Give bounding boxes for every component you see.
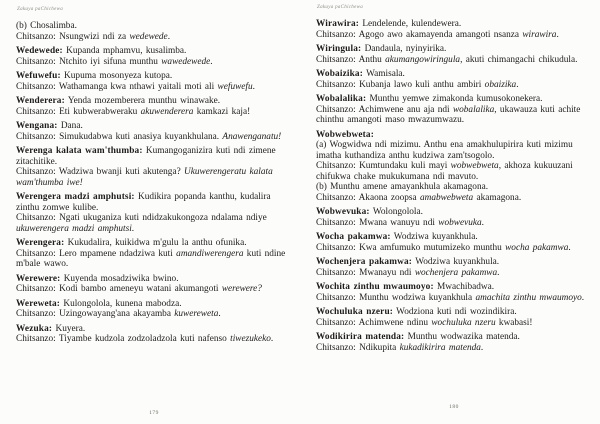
entry-text: , akhoza kukuuzani chifukwa chake mukukumana ndi mavuto. [316,161,573,182]
example-italic: akuwenderera [140,106,194,117]
entry-line [16,324,292,335]
dictionary-entry [316,69,592,90]
entry-line [16,121,292,132]
entry-text: akamagona. [473,192,522,203]
dictionary-entry [316,44,592,65]
entry-text: Chitsanzo: Uzingowayang'ana akayamba [16,309,175,319]
entry-line [316,105,592,126]
entry-text: . [481,217,484,228]
headword: Wobalalika: [316,94,367,104]
entry-line [16,82,292,93]
entry-text: . [167,31,171,42]
entry-text: Chitsanzo: Akaona zoopsa [316,192,420,203]
example-italic: wochuluka nzeru [431,317,496,328]
example-italic: werewere? [221,284,262,294]
entry-line [16,71,292,82]
entry-text: Kukudalira, kuikidwa m'gulu la anthu ofunika. [64,238,247,248]
entry-text: (b) Munthu amene amayankhula akamagona. [316,182,489,192]
entry-line [316,80,592,91]
entry-text: Dana. [57,121,83,131]
entry-text: . [568,242,571,253]
entry-text: Wodziona kuti ndi wozindikira. [393,307,517,317]
entry-line [16,167,292,188]
entry-text: Chitsanzo: Agogo awo akamayenda amangoti nsanza [316,29,523,40]
entry-line [316,55,592,66]
dictionary-entry [16,192,292,234]
entry-line [316,69,592,80]
entry-text: . [516,79,519,90]
entry-line [16,334,292,345]
entry-line [316,30,592,41]
dictionary-entry [16,299,292,320]
entry-line [316,140,592,161]
entry-line [16,238,292,249]
example-italic: obaizika [484,79,517,90]
entry-text: Chitsanzo: Nsungwizi ndi za [16,31,130,42]
dictionary-entry [16,324,292,345]
headword: Wengana: [16,121,58,131]
example-italic: kuwereweta [174,309,219,319]
entry-text: Dandaula, nyinyirika. [361,44,447,54]
entry-line [16,309,292,320]
dictionary-entry [316,332,592,353]
entry-line [16,132,292,143]
entry-text: Kupanda mphamvu, kusalimba. [62,46,187,56]
example-italic: Anawenganatu! [222,131,282,142]
example-italic: wirawira [522,29,557,40]
example-italic: amachita zinthu mwaumoyo [475,292,582,303]
entry-text: Chitsanzo: Lero mpamene ndadziwa kuti [16,248,177,259]
entry-text: Chitsanzo: Ngati ukuganiza kuti ndidzakukongoza ndalama ndiye [16,213,267,223]
entry-text: Chitsanzo: Mwanayu ndi [316,267,415,278]
entry-text: Munthu yemwe zimakonda kumusokonekera. [366,94,543,104]
entry-text: Chitsanzo: Mwana wanuyu ndi [316,217,439,228]
headword: Wocha pakamwa: [316,232,391,242]
entry-line [316,161,592,182]
entry-line [16,249,292,270]
dictionary-entry [316,307,592,328]
dictionary-entry [316,94,592,126]
headword: Wereweta: [16,298,61,309]
entries-right [316,19,592,357]
entry-text: Munthu wodwazika matenda. [404,332,520,342]
dictionary-entry [16,121,292,142]
headword: Wobwevuka: [316,207,370,217]
entry-text: Chitsanzo: Ndikupita [316,342,400,353]
entry-text: Chitsanzo: Achimwene ndinu [316,317,432,328]
entry-text: Lendelende, kulendewera. [359,19,462,29]
example-italic: wobwevuka [438,217,482,228]
entry-line [316,307,592,318]
page-number-left: 179 [149,410,159,416]
entry-line [16,46,292,57]
entry-line [316,94,592,105]
dictionary-entry [16,96,292,117]
entry-line [316,343,592,354]
entry-line [316,282,592,293]
entry-line [16,299,292,310]
page-left [16,0,292,424]
entry-text: Kumangoganizira kuti ndi zimene zitachitike. [16,146,276,167]
headword: Werenga kalata wam'thumba: [16,146,143,156]
entry-line [316,293,592,304]
example-italic: wobwebweta [450,161,499,171]
entry-text: Yenda mozemberera munthu winawake. [64,96,221,106]
entry-text: . [270,334,274,344]
entry-text: Mwachibadwa. [433,282,495,292]
headword: Wiringula: [316,44,362,54]
entry-text: Chitsanzo: Wadziwa bwanji kuti akutenga? [16,167,185,177]
headword: Wedewede: [16,46,63,56]
entry-line [16,192,292,213]
headword: Wochuluka nzeru: [316,307,394,317]
entry-text: Kudikira popanda kanthu, kudalira zinthu zomwe kulibe. [16,192,271,213]
headword: Werewere: [16,273,61,284]
entry-text: Chitsanzo: Tiyambe kudzola zodzoladzola kuti nafenso [16,334,231,344]
dictionary-entry [16,46,292,67]
entry-line [316,19,592,30]
dictionary-entry [16,71,292,92]
entries-left [16,21,292,349]
headword: Wobaizika: [316,69,363,79]
entry-line [16,107,292,118]
entry-line [316,218,592,229]
entry-text: Chitsanzo: Ntchito iyi sifuna munthu [16,56,162,67]
dictionary-entry [316,282,592,303]
entry-line [16,32,292,43]
entry-line [316,257,592,268]
entry-text: . [218,309,221,319]
dictionary-entry [316,232,592,253]
entry-line [316,44,592,55]
entry-text: Chitsanzo: Kodi bambo ameneyu watani akumangoti [16,284,222,294]
entry-text: Chitsanzo: Kwa amfumuko mutumizeko munthu [316,242,506,253]
entry-text: Chitsanzo: Eti kubwerabweraku [16,106,141,117]
entry-text: Kuyera. [52,323,86,334]
entry-text: (a) Wogwidwa ndi mizimu. Anthu ena amakhulupirira kuti mizimu imatha kuthandiza anthu kudziwa zam'tsogolo. [316,140,573,161]
entry-text: Chitsanzo: Wathamanga kwa nthawi yaitali moti ali [16,81,218,92]
entry-text: Wodziwa kuyankhula. [390,232,478,242]
example-italic: tiwezukeko [230,334,271,344]
dictionary-entry [316,257,592,278]
entry-line [316,207,592,218]
example-italic: amabwebweta [419,192,474,203]
entry-text: . [556,29,559,40]
example-italic: wobalalika [452,104,495,115]
example-italic: kukadikirira matenda [399,342,481,353]
example-italic: amandiwerengera [176,248,244,259]
entry-line [16,213,292,234]
example-italic: Ukuwerengeratu kalata wam'thumba iwe! [16,167,273,188]
entry-text: Kuyenda mosadziwika bwino. [60,273,179,284]
entry-text: , ukawauza kuti achite chinthu amangoti maso mwazumwazu. [316,104,581,125]
headword: Wenderera: [16,96,65,106]
entry-text: . [581,292,585,303]
entry-text: Kulongolola, kunena mabodza. [60,298,182,309]
headword: Wochenjera pakamwa: [316,257,413,267]
dictionary-entry [316,130,592,204]
headword: Wefuwefu: [16,71,61,81]
example-italic: wochenjera pakamwa [414,267,498,278]
running-head-left: Zakuya paChichewa [17,7,64,12]
entry-text: Kupuma mosonyeza kutopa. [60,71,173,81]
entry-text: . [480,342,484,353]
dictionary-entry [316,207,592,228]
headword: Wochita zinthu mwaumoyo: [316,282,434,292]
entry-text: Chitsanzo: Munthu wodziwa kuyankhula [316,292,476,303]
entry-line [16,146,292,167]
headword: Wirawira: [316,19,360,29]
entry-text: kwabasi! [495,317,533,328]
entry-line [316,318,592,329]
entry-line [316,182,592,193]
entry-text: , akuti chimangachi chikudula. [460,54,578,65]
dictionary-entry [16,238,292,270]
headword: Werengera madzi amphutsi: [16,192,135,202]
entry-text: kuti ndine m'bale wawo. [16,248,286,269]
headword: Wezuka: [16,323,53,334]
headword: Wobwebweta: [316,129,374,140]
headword: Wodikirira matenda: [316,332,405,342]
entry-text: kamkazi kaja! [193,106,251,117]
entry-text: Chitsanzo: Achimwene anu aja ndi [316,104,453,115]
entry-line [16,274,292,285]
entry-text: Wamisala. [362,69,405,79]
entry-line [316,193,592,204]
page-number-right: 180 [449,404,459,410]
entry-text: . [131,223,135,234]
dictionary-entry [16,274,292,295]
entry-line [316,232,592,243]
dictionary-entry [316,19,592,40]
entry-text: . [252,81,255,92]
example-italic: wocha pakamwa [505,242,569,253]
entry-text: . [210,56,213,67]
entry-text: Chitsanzo: Anthu [316,54,386,65]
entry-line [16,284,292,295]
entry-text: Wodziwa kuyankhula. [412,257,500,267]
entry-line [316,332,592,343]
entry-line [316,130,592,141]
entry-text: Chitsanzo: Kumtundaku kuli mayi [316,161,451,171]
example-italic: wedewede [129,31,168,42]
dictionary-entry [16,146,292,188]
entry-line [316,243,592,254]
running-head-right: Zakuya paChichewa [317,5,364,10]
entry-text: (b) Chosalimba. [16,21,77,31]
entry-text: Chitsanzo: Simukudabwa kuti anasiya kuyankhulana. [16,131,223,142]
page-right [316,0,592,424]
entry-line [16,21,292,32]
example-italic: ukuwerengera madzi amphutsi [16,223,132,234]
example-italic: wawedewede [161,56,211,67]
dictionary-entry [16,21,292,42]
entry-text: Chitsanzo: Kubanja lawo kuli anthu ambiri [316,79,485,90]
headword: Werengera: [16,238,65,248]
example-italic: wefuwefu [217,81,253,92]
entry-text: Wolongolola. [369,207,423,217]
example-italic: akumangowiringula [385,54,461,65]
entry-text: . [497,267,500,278]
entry-line [16,96,292,107]
entry-line [316,268,592,279]
entry-line [16,57,292,68]
